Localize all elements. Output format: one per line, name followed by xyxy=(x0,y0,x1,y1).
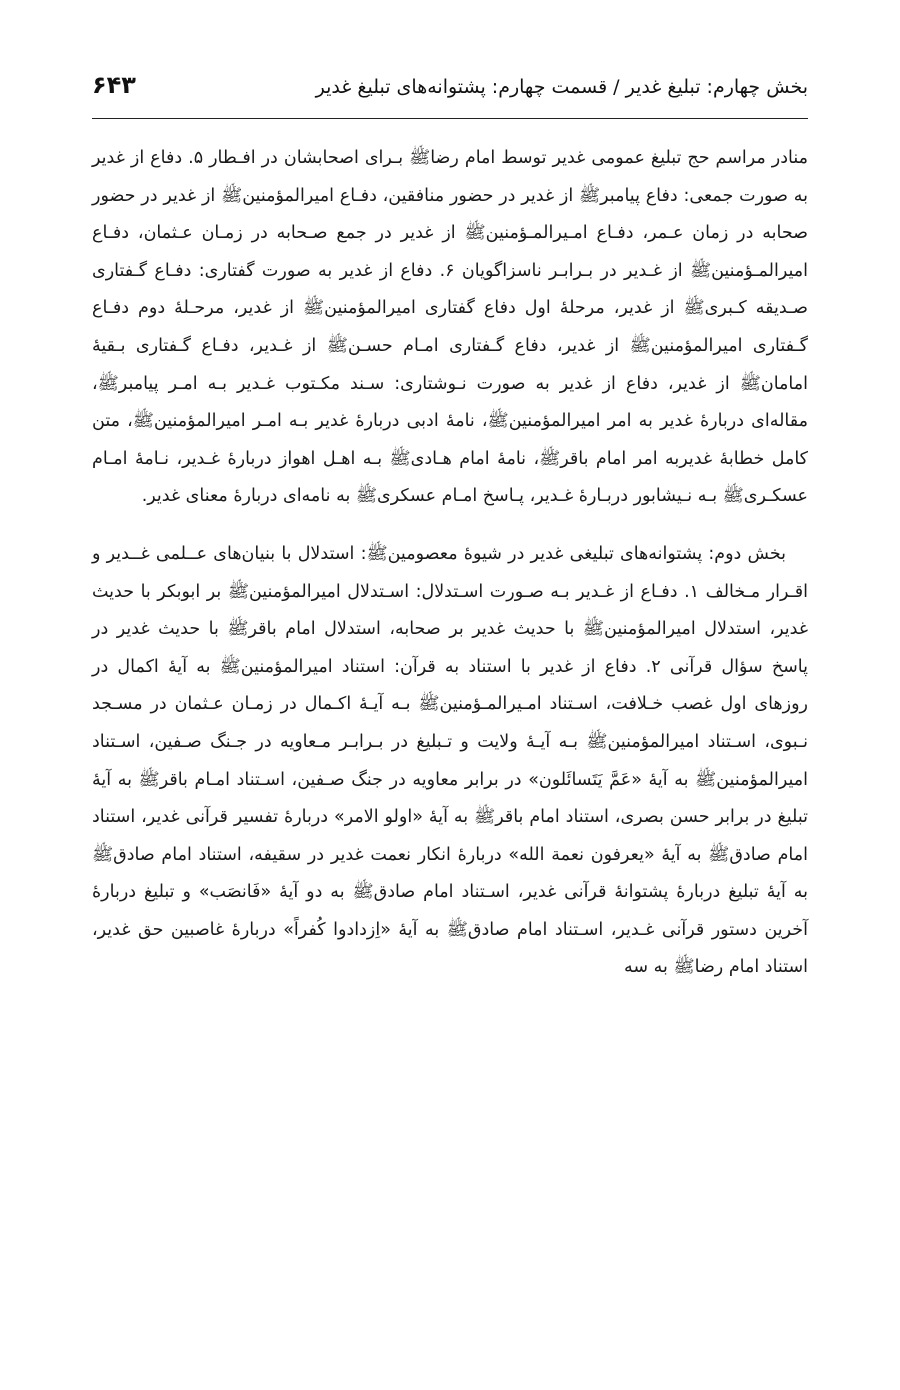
running-header-title: بخش چهارم: تبلیغ غدیر / قسمت چهارم: پشتوانه‌های تبلیغ غدیر xyxy=(315,76,808,98)
page-number: ۶۴۳ xyxy=(92,71,136,99)
paragraph-1: منادر مراسم حج تبلیغ عمومی غدیر توسط امام رضاﷺ بـرای اصحابشان در افـطار ۵. دفاع از غدیر به صورت جمعی: دفاع پیامبرﷺ از غدیر در حضور منافقین، دفـاع امیرالمؤمنینﷺ از غدیر در حضور صحابه در زمان عـمر، دفـاع امـیرالمـؤمنینﷺ از غدیر در جمع صـحابه در زمـان عـثمان، دفـاع امیرالمـؤمنینﷺ از غـدیر در بـرابـر ناسزاگویان ۶. دفاع از غدیر به صورت گفتاری: دفـاع گـفتاری صـدیقه کـبریﷺ از غدیر، مرحلهٔ اول دفاع گفتاری امیرالمؤمنینﷺ از غدیر، مرحـلهٔ دوم دفـاع گـفتاری امیرالمؤمنینﷺ از غدیر، دفاع گـفتاری امـام حسـنﷺ از غـدیر، دفـاع گـفتاری بـقیهٔ امامانﷺ از غدیر، دفاع از غدیر به صورت نـوشتاری: سـند مکـتوب غـدیر بـه امـر پیامبرﷺ، مقاله‌ای دربارهٔ غدیر به امر امیرالمؤمنینﷺ، نامهٔ ادبی دربارهٔ غدیر بـه امـر امیرالمؤمنینﷺ، متن کامل خطابهٔ غدیربه امر امام باقرﷺ، نامهٔ امام هـادیﷺ بـه اهـل اهواز دربارهٔ غـدیر، نـامهٔ امـام عسکـریﷺ بـه نـیشابور دربـارهٔ غـدیر، پـاسخ امـام عسکریﷺ به نامه‌ای دربارهٔ معنای غدیر. xyxy=(92,148,808,507)
page-body xyxy=(92,140,808,987)
book-page xyxy=(92,0,808,1390)
paragraph-2: بخش دوم: پشتوانه‌های تبلیغی غدیر در شیوهٔ معصومینﷺ: استدلال با بنیان‌های عــلمی غــدیر و اقـرار مـخالف ۱. دفـاع از غـدیر بـه صـورت اسـتدلال: اسـتدلال امیرالمؤمنینﷺ بر ابوبکر با حدیث غدیر، استدلال امیرالمؤمنینﷺ با حدیث غدیر بر صحابه، استدلال امام باقرﷺ با حدیث غدیر در پاسخ سؤال قرآنی ۲. دفاع از غدیر با استناد به قرآن: استناد امیرالمؤمنینﷺ به آیهٔ اکمال در روزهای اول غصب خـلافت، اسـتناد امـیرالمـؤمنینﷺ بـه آیـهٔ اکـمال در زمـان عـثمان در مسـجد نـبوی، اسـتناد امیرالمؤمنینﷺ بـه آیـهٔ ولایت و تـبلیغ در بـرابـر مـعاویه در جـنگ صـفین، اسـتناد امیرالمؤمنینﷺ به آیهٔ «عَمَّ یَتَسائَلون» در برابر معاویه در جنگ صـفین، اسـتناد امـام باقرﷺ به آیهٔ تبلیغ در برابر حسن بصری، استناد امام باقرﷺ به آیهٔ «اولو الامر» دربارهٔ تفسیر قرآنی غدیر، استناد امام صادقﷺ به آیهٔ «یعرفون نعمة الله» دربارهٔ انکار نعمت غدیر در سقیفه، استناد امام صادقﷺ به آیهٔ تبلیغ دربارهٔ پشتوانهٔ قرآنی غدیر، اسـتناد امام صادقﷺ به دو آیهٔ «فَانصَب» و تبلیغ دربارهٔ آخرین دستور قرآنی غـدیر، اسـتناد امام صادقﷺ به آیهٔ «اِزدادوا کُفراً» دربارهٔ غاصبین حق غدیر، استناد امام رضاﷺ به سه xyxy=(92,543,808,978)
header-divider xyxy=(92,118,808,119)
running-header xyxy=(92,66,808,110)
